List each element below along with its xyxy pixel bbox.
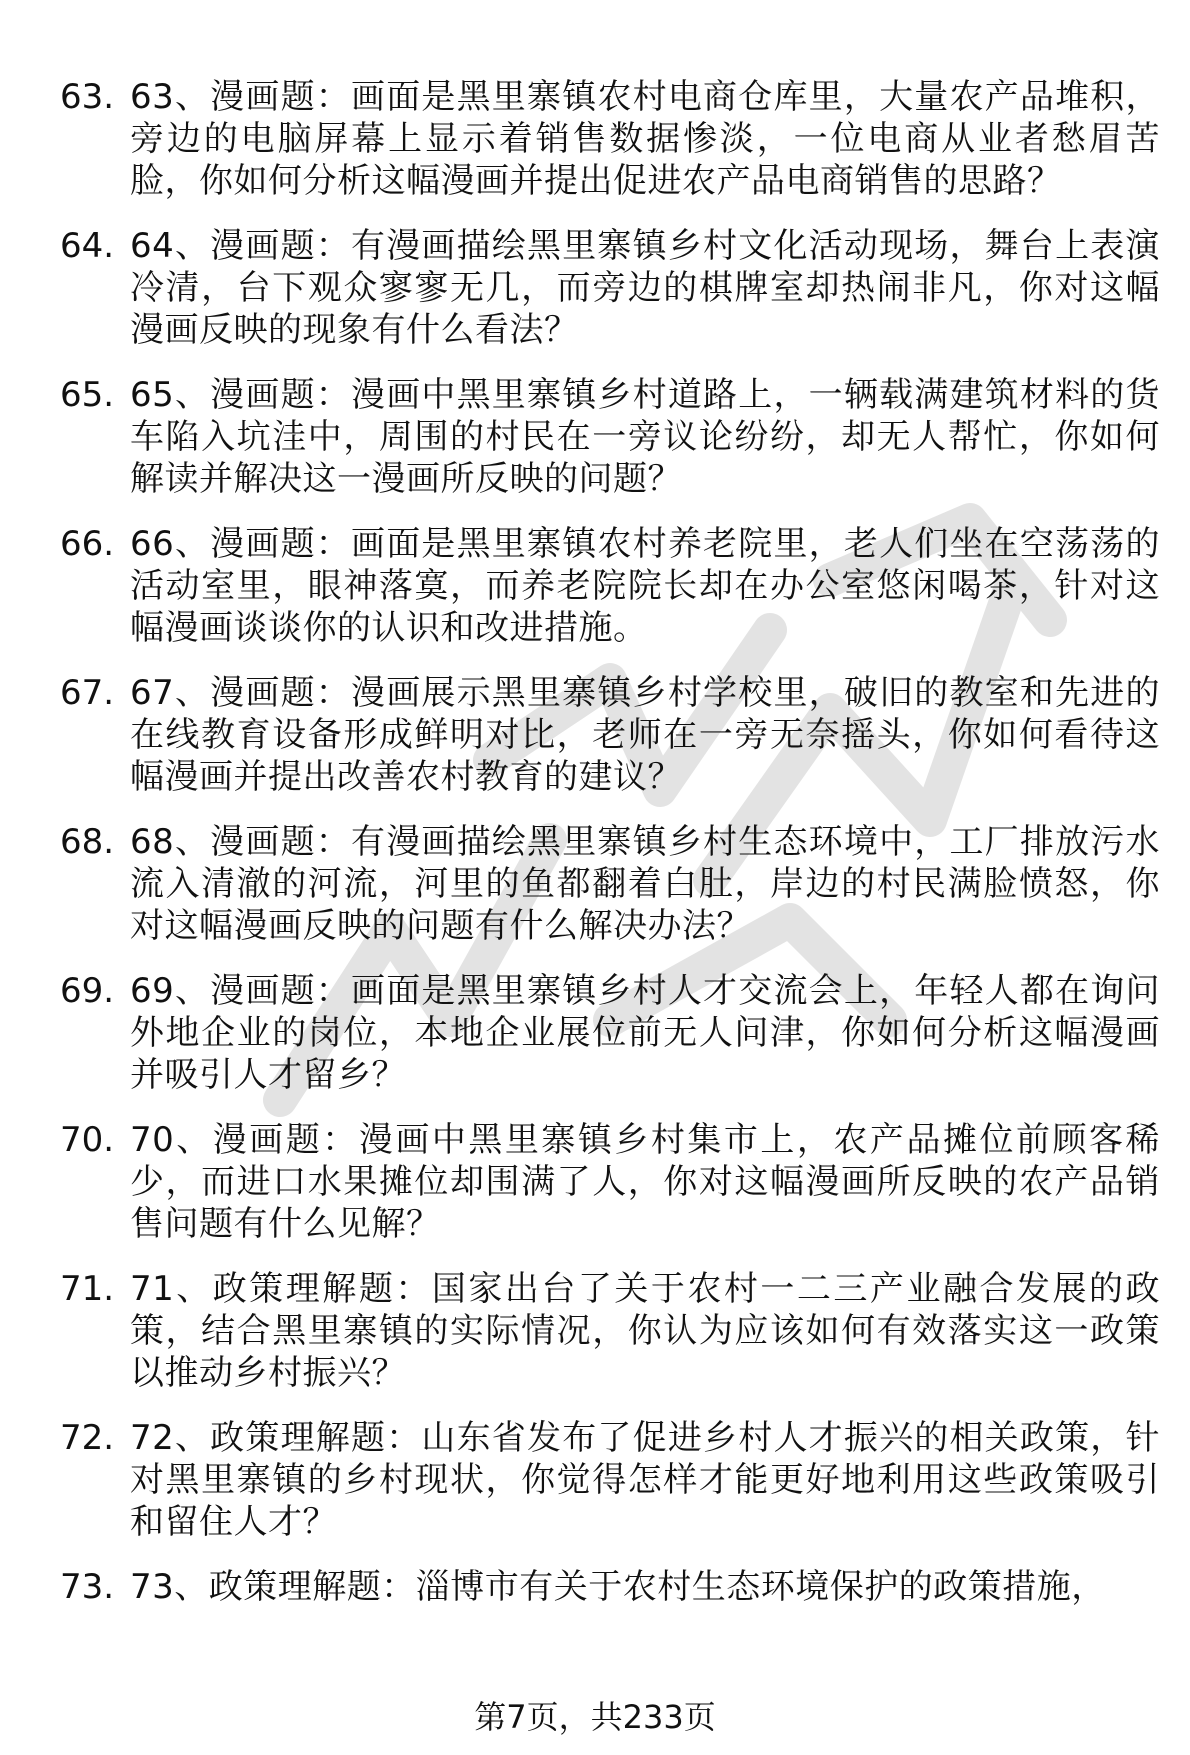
question-text: 71、政策理解题：国家出台了关于农村一二三产业融合发展的政策，结合黑里寨镇的实际情况，你认为应该如何有效落实这一政策以推动乡村振兴？ — [130, 1269, 1160, 1393]
question-text: 67、漫画题：漫画展示黑里寨镇乡村学校里，破旧的教室和先进的在线教育设备形成鲜明对比，老师在一旁无奈摇头，你如何看待这幅漫画并提出改善农村教育的建议？ — [130, 673, 1160, 797]
question-item — [60, 1417, 1160, 1543]
question-text: 65、漫画题：漫画中黑里寨镇乡村道路上，一辆载满建筑材料的货车陷入坑洼中，周围的村民在一旁议论纷纷，却无人帮忙，你如何解读并解决这一漫画所反映的问题？ — [130, 375, 1160, 499]
question-text: 69、漫画题：画面是黑里寨镇乡村人才交流会上，年轻人都在询问外地企业的岗位，本地企业展位前无人问津，你如何分析这幅漫画并吸引人才留乡？ — [130, 971, 1160, 1095]
question-list — [60, 76, 1160, 1631]
question-number: 71. — [60, 1269, 115, 1309]
question-item — [60, 970, 1160, 1096]
question-number: 67. — [60, 673, 115, 713]
question-item — [60, 225, 1160, 351]
question-number: 64. — [60, 226, 115, 266]
question-text: 73、政策理解题：淄博市有关于农村生态环境保护的政策措施， — [130, 1567, 1106, 1607]
question-item — [60, 1566, 1160, 1608]
question-number: 69. — [60, 971, 115, 1011]
question-number: 63. — [60, 77, 115, 117]
question-item — [60, 76, 1160, 202]
question-text: 68、漫画题：有漫画描绘黑里寨镇乡村生态环境中，工厂排放污水流入清澈的河流，河里的鱼都翻着白肚，岸边的村民满脸愤怒，你对这幅漫画反映的问题有什么解决办法？ — [130, 822, 1160, 946]
question-text: 64、漫画题：有漫画描绘黑里寨镇乡村文化活动现场，舞台上表演冷清，台下观众寥寥无几，而旁边的棋牌室却热闹非凡，你对这幅漫画反映的现象有什么看法？ — [130, 226, 1160, 350]
question-text: 70、漫画题：漫画中黑里寨镇乡村集市上，农产品摊位前顾客稀少，而进口水果摊位却围满了人，你对这幅漫画所反映的农产品销售问题有什么见解？ — [130, 1120, 1160, 1244]
question-number: 73. — [60, 1567, 115, 1607]
question-number: 68. — [60, 822, 115, 862]
question-number: 66. — [60, 524, 115, 564]
question-text: 63、漫画题：画面是黑里寨镇农村电商仓库里，大量农产品堆积，旁边的电脑屏幕上显示着销售数据惨淡，一位电商从业者愁眉苦脸，你如何分析这幅漫画并提出促进农产品电商销售的思路？ — [130, 77, 1160, 201]
question-number: 72. — [60, 1418, 115, 1458]
page-footer: 第7页，共233页 — [474, 1698, 716, 1736]
question-text: 66、漫画题：画面是黑里寨镇农村养老院里，老人们坐在空荡荡的活动室里，眼神落寞，而养老院院长却在办公室悠闲喝茶，针对这幅漫画谈谈你的认识和改进措施。 — [130, 524, 1160, 648]
question-item — [60, 1119, 1160, 1245]
question-item — [60, 821, 1160, 947]
question-text: 72、政策理解题：山东省发布了促进乡村人才振兴的相关政策，针对黑里寨镇的乡村现状，你觉得怎样才能更好地利用这些政策吸引和留住人才？ — [130, 1418, 1160, 1542]
question-item — [60, 1268, 1160, 1394]
question-item — [60, 523, 1160, 649]
question-item — [60, 374, 1160, 500]
question-item — [60, 672, 1160, 798]
question-number: 70. — [60, 1120, 115, 1160]
question-number: 65. — [60, 375, 115, 415]
